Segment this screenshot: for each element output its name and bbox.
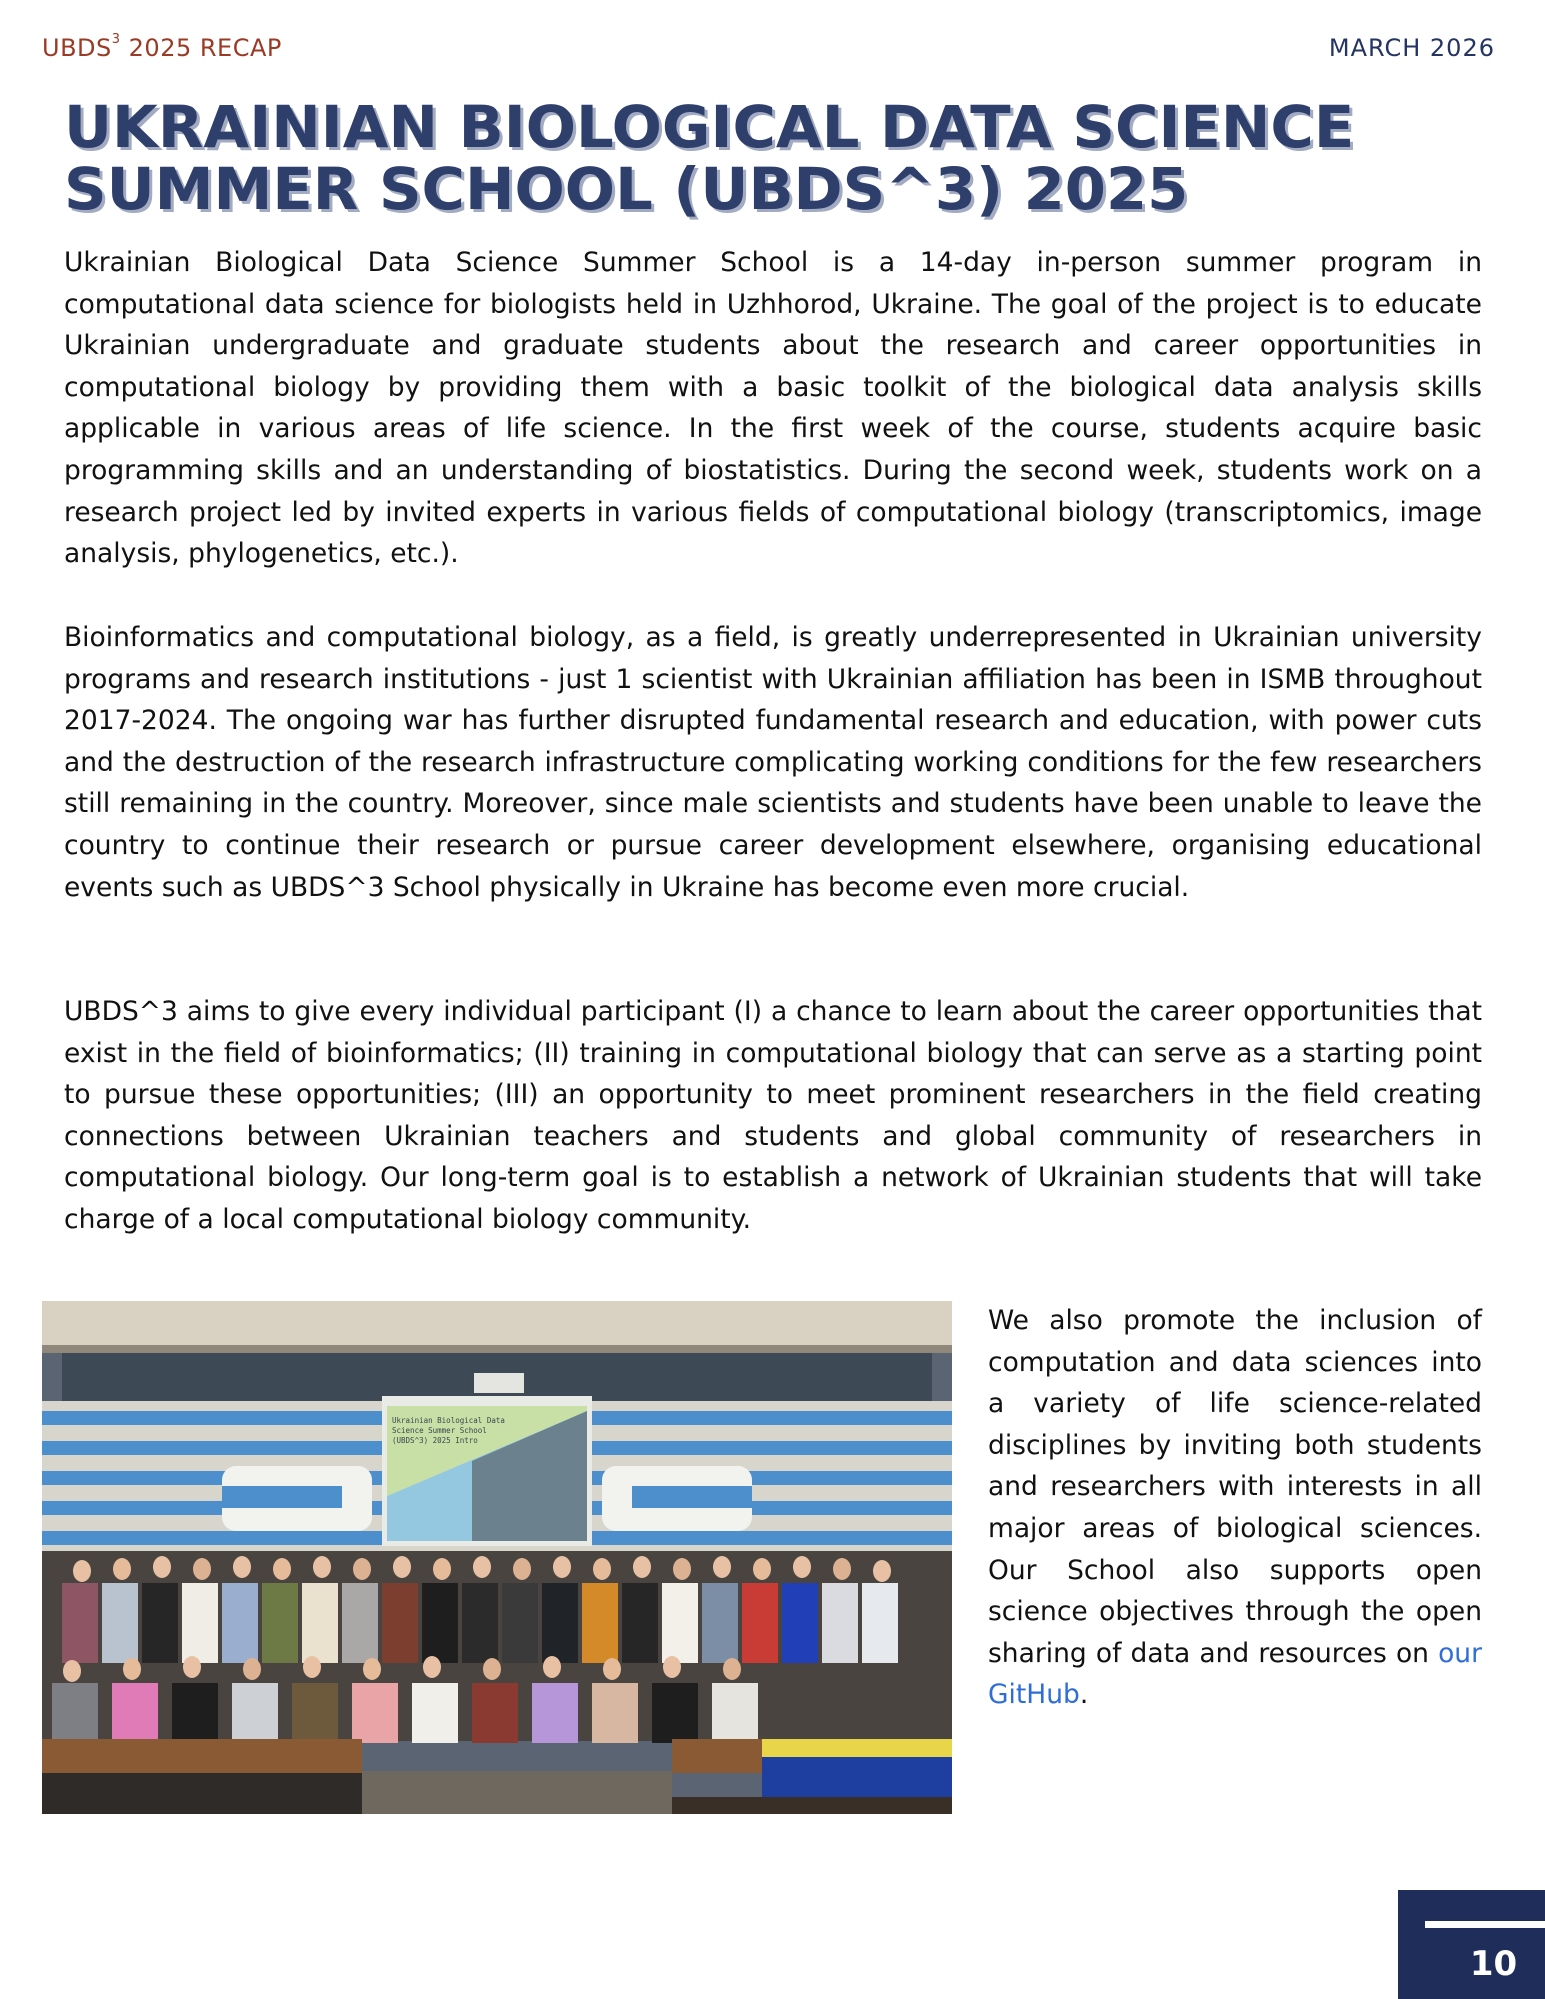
section-label-superscript: 3 <box>111 32 121 47</box>
paragraph-aims: UBDS^3 aims to give every individual participant (I) a chance to learn about the career opportunities that exist in the field of bioinformatics; (II) training in computational biology that can serve as a starting point to pursue these opportunities; (III) an opportunity to meet prominent researchers in the field creating connections between Ukrainian teachers and students and global community of researchers in computational biology. Our long-term goal is to establish a network of Ukrainian students that will take charge of a local computational biology community. <box>64 996 1482 1235</box>
github-link[interactable]: our GitHub <box>988 1637 1482 1711</box>
paragraph-inclusion <box>988 1300 1482 1716</box>
article-title: UKRAINIAN BIOLOGICAL DATA SCIENCE SUMMER SCHOOL (UBDS^3) 2025 <box>64 93 1355 223</box>
paragraph-context: Bioinformatics and computational biology, as a field, is greatly underrepresented in Ukrainian university programs and research institutions - just 1 scientist with Ukrainian affiliation has been in ISMB throughout 2017-2024. The ongoing war has further disrupted fundamental research and education, with power cuts and the destruction of the research infrastructure complicating working conditions for the few researchers still remaining in the country. Moreover, since male scientists and students have been unable to leave the country to continue their research or pursue career development elsewhere, organising educational events such as UBDS^3 School physically in Ukraine has become even more crucial. <box>64 622 1482 903</box>
paragraph-inclusion-text: We also promote the inclusion of computation and data sciences into a variety of life science-related disciplines by inviting both students and researchers with interests in all major areas of biological sciences. Our School also supports open science objectives through the open sharing of data and resources on <box>988 1305 1482 1669</box>
paragraph-inclusion-end: . <box>1079 1679 1089 1711</box>
page-number-rule <box>1425 1921 1545 1928</box>
section-label-suffix: 2025 RECAP <box>120 34 282 62</box>
svg-text:Science Summer School: Science Summer School <box>392 1426 487 1435</box>
svg-text:(UBDS^3) 2025 Intro: (UBDS^3) 2025 Intro <box>392 1436 478 1445</box>
section-label-text: UBDS <box>42 34 112 62</box>
group-photo-illustration <box>42 1301 952 1814</box>
group-photo <box>42 1301 952 1814</box>
svg-text:Ukrainian Biological Data: Ukrainian Biological Data <box>392 1416 505 1425</box>
page-number: 10 <box>1469 1944 1518 1984</box>
paragraph-intro: Ukrainian Biological Data Science Summer School is a 14-day in-person summer program in computational data science for biologists held in Uzhhorod, Ukraine. The goal of the project is to educate Ukrainian undergraduate and graduate students about the research and career opportunities in computational biology by providing them with a basic toolkit of the biological data analysis skills applicable in various areas of life science. In the first week of the course, students acquire basic programming skills and an understanding of biostatistics. During the second week, students work on a research project led by invited experts in various fields of computational biology (transcriptomics, image analysis, phylogenetics, etc.). <box>64 247 1482 570</box>
newsletter-section-label <box>42 34 282 62</box>
issue-date: MARCH 2026 <box>1328 34 1495 62</box>
page-number-badge <box>1398 1890 1545 1999</box>
